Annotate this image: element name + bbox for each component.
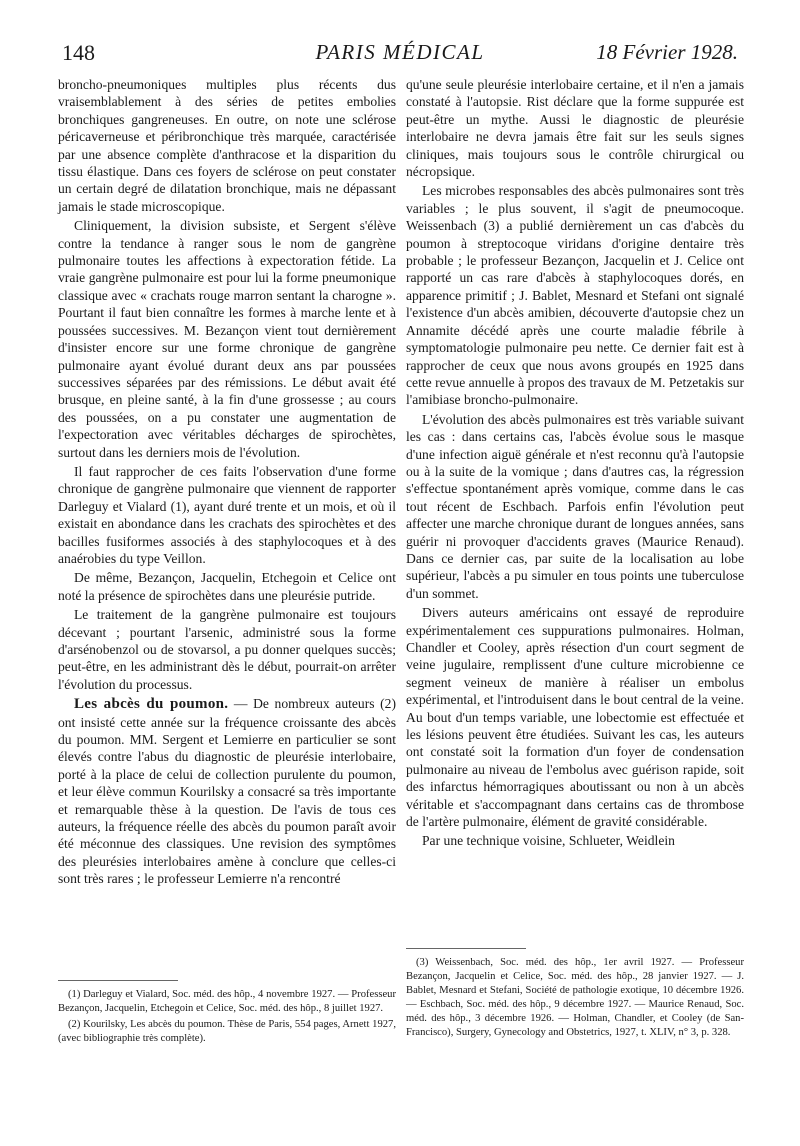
issue-date: 18 Février 1928.	[596, 40, 738, 64]
paragraph-text: — De nombreux auteurs (2) ont insisté cette année sur la fréquence croissante des abcès du poumon. MM. Sergent et Lemierre en particulier se sont élevés contre l'abus du diagnostic de pleurésie interlobaire, porté à la place de celui de collection purulente du poumon, et leur élève commun Kourilsky a consacré sa très importante et remarquable thèse à la question. De l'avis de tous ces auteurs, la fréquence réelle des abcès du poumon paraît avoir été méconnue des classiques. Une revision des symptômes des pleurésies interlobaires amène à conclure que celles-ci sont très rares ; le professeur Lemierre n'a rencontré	[58, 696, 396, 887]
footnote: (2) Kourilsky, Les abcès du poumon. Thèse de Paris, 554 pages, Arnett 1927, (avec bibliographie très complète).	[58, 1019, 396, 1044]
footnote: (3) Weissenbach, Soc. méd. des hôp., 1er avril 1927. — Professeur Bezançon, Jacquelin et Celice, Soc. méd. des hôp., 28 janvier 1927. — J. Bablet, Mesnard et Stefani, Société de pathologie exotique, 10 décembre 1926. — Eschbach, Soc. méd. des hôp., 9 décembre 1927. — Maurice Renaud, Soc. méd. des hôp., 3 décembre 1926. — Holman, Chandler, et Cooley (de San-Francisco), Surgery, Gynecology and Obstetrics, 1927, t. XLIV, n° 3, p. 328.	[406, 957, 744, 1038]
right-column	[406, 76, 744, 852]
paragraph: broncho-pneumoniques multiples plus récents dus vraisemblablement à des séries de petites embolies bronchiques gangreneuses. En outre, on note une sclérose péricaverneuse et péribronchique très marquée, caractérisée par une absence complète d'anthracose et la disparition du tissu élastique. Dans ces foyers de sclérose on peut constater un certain degré de dilatation bronchique, mais ne dépassant jamais le stade microscopique.	[58, 77, 396, 214]
running-header	[62, 40, 738, 70]
section-heading: Les abcès du poumon.	[74, 696, 229, 713]
footnote-divider	[406, 948, 526, 949]
paragraph: L'évolution des abcès pulmonaires est très variable suivant les cas : dans certains cas, l'abcès évolue sous le masque d'une infection aiguë générale et n'est reconnu qu'à l'autopsie ou à la suite de la vomique ; dans d'autres cas, la régression s'effectue spontanément après vomique, comme dans le cas tout récent de Eschbach. Parfois enfin l'évolution peut affecter une marche chronique durant de longues années, sans guérir ni provoquer d'accidents graves (Maurice Renaud). Dans ce dernier cas, par suite de la localisation au lobe supérieur, l'abcès a pu simuler en tous points une tuberculose d'un sommet.	[406, 411, 744, 601]
paragraph: Il faut rapprocher de ces faits l'observation d'une forme chronique de gangrène pulmonaire que viennent de rapporter Darleguy et Vialard (1), ayant duré trente et un mois, et où il existait en abondance dans les crachats des spirochètes et des bacilles fusiformes associés à des staphylocoques et à des anaérobies du type Veillon.	[58, 463, 396, 566]
footnote-divider	[58, 980, 178, 981]
paragraph: Les microbes responsables des abcès pulmonaires sont très variables ; le plus souvent, il s'agit de pneumocoque. Weissenbach (3) a publié dernièrement un cas d'abcès du poumon à streptocoque viridans d'origine dentaire très probable ; le professeur Bezançon, Jacquelin et J. Celice ont rapporté un cas rare d'abcès à staphylocoques dorés, en apparence primitif ; J. Bablet, Mesnard et Stefani ont signalé l'existence d'un abcès amibien, découverte d'autopsie chez un Annamite décédé après une courte maladie fébrile à symptomatologie pulmonaire peu nette. Ce dernier fait est à rapprocher de ceux que nous avons groupés en 1925 dans cette revue annuelle à propos des travaux de M. Petzetakis sur l'amibiase broncho-pulmonaire.	[406, 183, 744, 408]
paragraph: Par une technique voisine, Schlueter, Weidlein	[422, 833, 675, 849]
paragraph: Le traitement de la gangrène pulmonaire est toujours décevant ; pourtant l'arsenic, administré sous la forme d'arsénobenzol ou de stovarsol, a pu donner quelques succès; peut-être, en les administrant dès le début, pourrait-on arrêter l'évolution du processus.	[58, 607, 396, 692]
journal-title: PARIS MÉDICAL	[315, 40, 485, 64]
footnotes-right	[406, 956, 744, 1042]
paragraph: De même, Bezançon, Jacquelin, Etchegoin et Celice ont noté la présence de spirochètes dans une pleurésie putride.	[58, 570, 396, 603]
paragraph: Cliniquement, la division subsiste, et Sergent s'élève contre la tendance à ranger sous le nom de gangrène pulmonaire toutes les affections à expectoration fétide. La vraie gangrène pulmonaire est pour lui la forme pneumonique classique avec « crachats rouge marron sentant la charogne ». Pourtant il faut bien connaître les formes à marche lente et à poussées successives. M. Bezançon vient tout dernièrement d'insister encore sur une forme chronique de gangrène pulmonaire ayant évolué durant deux ans par poussées successives séparées par des rémissions. Le début avait été brusque, en pleine santé, à la fin d'une grossesse ; au cours des poussées, on a pu constater une augmentation de l'expectoration avec véritables décharges de spirochètes, surtout dans les derniers mois de l'évolution.	[58, 218, 396, 460]
page-number: 148	[62, 40, 95, 65]
paragraph: Divers auteurs américains ont essayé de reproduire expérimentalement ces suppurations pulmonaires. Holman, Chandler et Cooley, après résection d'un court segment de veine jugulaire, remplissent d'une culture microbienne ce segment veineux de manière à réaliser un embolus expérimental, et l'introduisent dans le bout central de la veine. Au bout d'un temps variable, une lobectomie est effectuée et les lésions peuvent être étudiées. Suivant les cas, les auteurs ont constaté soit la formation d'un foyer de condensation pulmonaire au niveau de l'embolus avec guérison rapide, soit des infarctus hémorragiques aboutissant ou non à un abcès véritable et s'accompagnant dans certains cas de thrombose de l'artère pulmonaire, élément de gravité considérable.	[406, 605, 744, 830]
left-column	[58, 76, 396, 890]
paragraph: qu'une seule pleurésie interlobaire certaine, et il n'en a jamais constaté à l'autopsie. Rist déclare que la forme suppurée est peut-être un mythe. Aussi le diagnostic de pleurésie interlobaire ne devra jamais être fait sur les seuls signes cliniques, mais toujours sous le contrôle chirurgical ou nécropsique.	[406, 77, 744, 180]
section-paragraph	[58, 695, 396, 887]
footnotes-left	[58, 988, 396, 1048]
footnote: (1) Darleguy et Vialard, Soc. méd. des hôp., 4 novembre 1927. — Professeur Bezançon, Jacquelin, Etchegoin et Celice, Soc. méd. des hôp., 8 juillet 1927.	[58, 989, 396, 1014]
